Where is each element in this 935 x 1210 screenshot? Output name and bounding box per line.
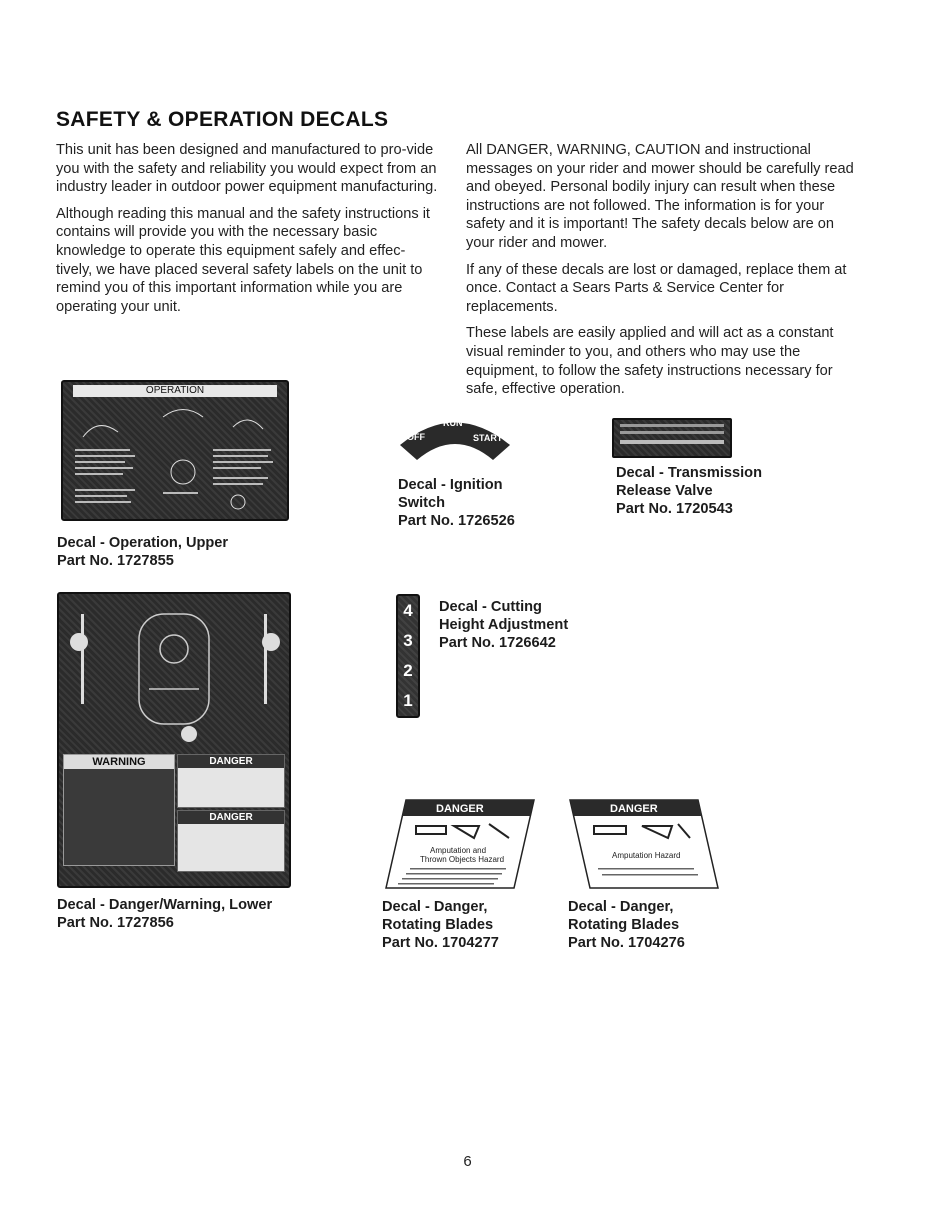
decal-name-line2: Height Adjustment xyxy=(439,617,569,633)
danger-warning-lower-caption xyxy=(57,896,272,932)
paragraph: Although reading this manual and the safety instructions it contains will provide you with the necessary basic knowledge to operate this equipment safely and effec-tively, we have placed several safety labels on the unit to remind you of this important information while you are operating your unit. xyxy=(56,205,430,315)
decal-part-number: Part No. 1720543 xyxy=(616,501,733,517)
hazard-line2: Thrown Objects Hazard xyxy=(420,855,505,864)
ignition-start-label: START xyxy=(473,433,503,443)
page-title: SAFETY & OPERATION DECALS xyxy=(56,108,389,131)
ignition-caption xyxy=(398,476,515,530)
ignition-switch-decal-image xyxy=(395,410,515,470)
decal-name-line2: Release Valve xyxy=(616,483,713,499)
warning-panel xyxy=(63,754,175,866)
height-digit: 2 xyxy=(403,661,413,680)
danger-panel-1 xyxy=(177,754,285,808)
decal-name-line2: Rotating Blades xyxy=(382,917,494,933)
ignition-off-label: OFF xyxy=(407,432,425,442)
operation-upper-caption xyxy=(57,534,228,570)
operation-upper-decal-image xyxy=(61,380,289,521)
warning-label: WARNING xyxy=(64,755,174,769)
intro-right-column xyxy=(466,141,858,407)
decal-name: Decal - Danger/Warning, Lower xyxy=(57,897,273,913)
danger-warning-lower-decal-image xyxy=(57,592,291,888)
operation-decal-header: OPERATION xyxy=(73,385,277,397)
decal-name: Decal - Ignition xyxy=(398,477,503,493)
page-number: 6 xyxy=(463,1153,472,1170)
decal-part-number: Part No. 1726642 xyxy=(439,635,556,651)
decal-part-number: Part No. 1704277 xyxy=(382,935,499,951)
paragraph: These labels are easily applied and will act as a constant visual reminder to you, and others who may use the equipment, to follow the safety instructions necessary for safe, effective operation. xyxy=(466,325,834,398)
decal-name: Decal - Transmission xyxy=(616,465,762,481)
tractor-topview-icon xyxy=(59,594,289,744)
danger-blades-1704276-caption xyxy=(568,898,685,952)
decal-name: Decal - Cutting xyxy=(439,599,542,615)
cutting-height-caption xyxy=(439,598,568,652)
decal-part-number: Part No. 1726526 xyxy=(398,513,515,529)
hazard-line1: Amputation Hazard xyxy=(612,851,681,860)
decal-part-number: Part No. 1727855 xyxy=(57,553,174,569)
paragraph: All DANGER, WARNING, CAUTION and instructional messages on your rider and mower should be carefully read and obeyed. Personal bodily injury can result when these instructions are not followed. The information is for your safety and it is important! The safety decals below are on your rider and mower. xyxy=(466,142,854,251)
height-digit: 4 xyxy=(403,601,413,620)
height-digit: 3 xyxy=(403,631,413,650)
danger-label: DANGER xyxy=(178,755,284,768)
decal-name-line2: Rotating Blades xyxy=(568,917,680,933)
ignition-run-label: RUN xyxy=(443,418,463,428)
decal-name-line2: Switch xyxy=(398,495,446,511)
hazard-line1: Amputation and xyxy=(430,846,487,855)
danger-label: DANGER xyxy=(610,803,658,815)
decal-name: Decal - Operation, Upper xyxy=(57,535,229,551)
height-digit: 1 xyxy=(403,691,413,710)
paragraph: This unit has been designed and manufactured to pro-vide you with the safety and reliability you would expect from an industry leader in outdoor power equipment manufacturing. xyxy=(56,142,438,196)
danger-blades-1704277-decal-image xyxy=(384,798,536,890)
decal-part-number: Part No. 1704276 xyxy=(568,935,685,951)
transmission-caption xyxy=(616,464,762,518)
intro-left-column xyxy=(56,141,440,324)
decal-name: Decal - Danger, xyxy=(568,899,674,915)
transmission-release-decal-image xyxy=(612,418,732,458)
decal-part-number: Part No. 1727856 xyxy=(57,915,174,931)
danger-label: DANGER xyxy=(178,811,284,824)
danger-panel-2 xyxy=(177,810,285,872)
cutting-height-decal-image xyxy=(396,594,420,718)
danger-blades-1704277-caption xyxy=(382,898,499,952)
decal-name: Decal - Danger, xyxy=(382,899,488,915)
paragraph: If any of these decals are lost or damaged, replace them at once. Contact a Sears Parts & Service Center for replacements. xyxy=(466,261,847,315)
operation-diagram-icon xyxy=(63,397,287,517)
danger-blades-1704276-decal-image xyxy=(568,798,720,890)
danger-label: DANGER xyxy=(436,803,484,815)
